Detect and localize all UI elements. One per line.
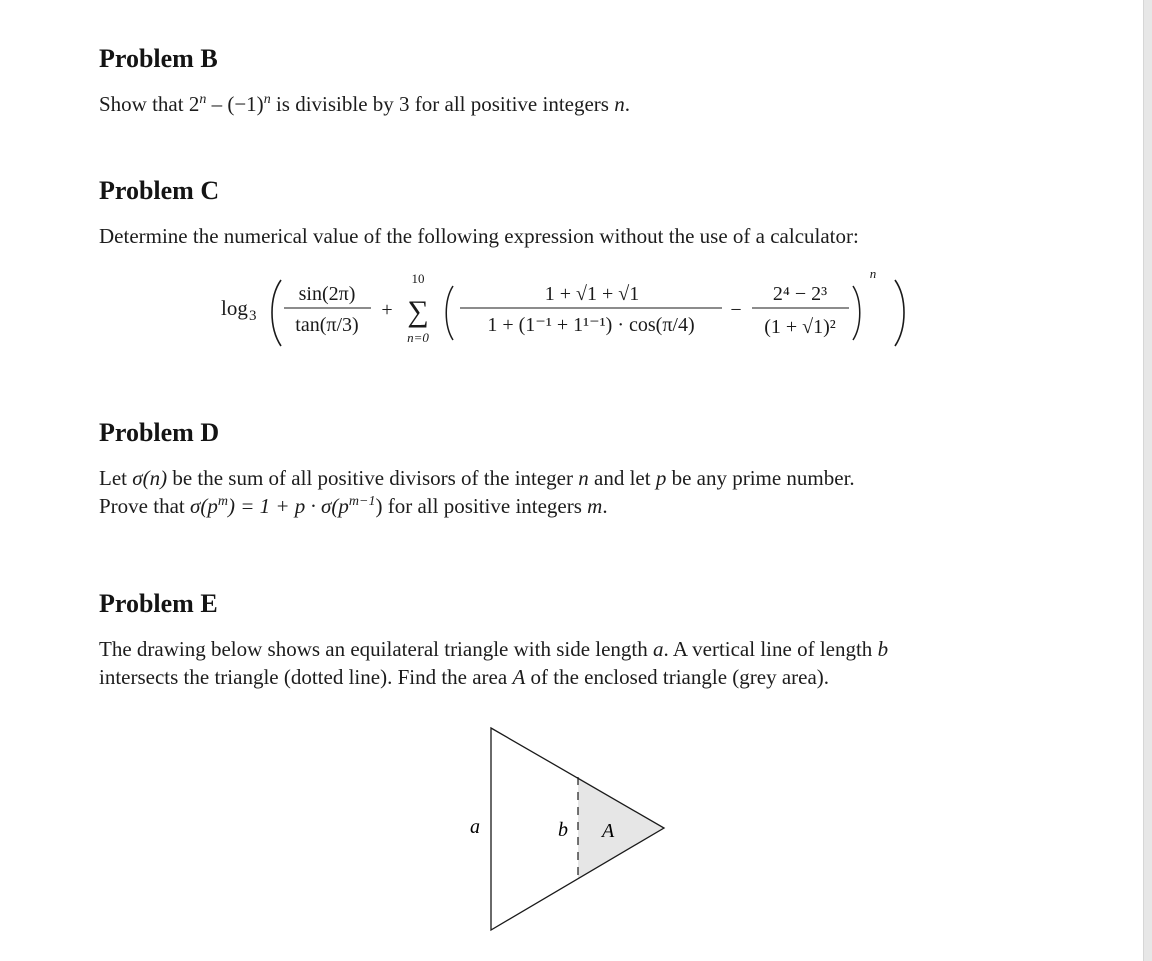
outer-right-paren [895, 280, 904, 346]
frac1-numerator: sin(2π) [298, 283, 356, 305]
enclosed-triangle-area [578, 777, 664, 879]
problem-d-line-2: Prove that $\sigma(p^m) = 1 + p \cdot \sigma(p^{m-1})$ for all positive integers m. [99, 494, 608, 518]
problem-c-statement: Determine the numerical value of the following expression without the use of a calculator: [99, 224, 859, 248]
problem-d-title: Problem D [99, 418, 220, 447]
outer-left-paren [272, 280, 281, 346]
triangle-figure [450, 720, 690, 940]
label-area-A: A [602, 820, 615, 842]
label-b: b [558, 819, 568, 841]
inner-right-paren [853, 286, 860, 340]
formula-svg [215, 262, 925, 362]
problem-c-formula [215, 262, 925, 362]
sum-sigma-icon: ∑ [407, 295, 429, 328]
problem-e-title: Problem E [99, 589, 218, 618]
frac1-denominator: tan(π/3) [295, 314, 359, 336]
plus-sign: + [381, 299, 393, 321]
problem-b-statement: Show that $2^n - (-1)^n$ is divisible by 3 for all positive integers n. [99, 92, 630, 116]
problem-b-title: Problem B [99, 44, 218, 73]
problem-d-line-1: Let σ(n) be the sum of all positive divisors of the integer n and let p be any prime number. [99, 466, 855, 490]
sum-upper-limit: 10 [411, 271, 425, 286]
inner-left-paren [446, 286, 453, 340]
frac2-numerator: 1 + √1 + √1 [544, 283, 640, 305]
problem-e-line-2: intersects the triangle (dotted line). Find the area A of the enclosed triangle (grey area). [99, 665, 830, 689]
problem-e-line-1: The drawing below shows an equilateral triangle with side length a. A vertical line of length b [99, 637, 889, 661]
label-a: a [470, 816, 480, 838]
log-label: log [221, 296, 248, 320]
outer-exponent: n [869, 266, 877, 281]
frac3-numerator: 2⁴ − 2³ [772, 283, 828, 305]
frac2-denominator: 1 + (1⁻¹ + 1¹⁻¹) · cos(π/4) [487, 314, 695, 336]
log-base: 3 [249, 308, 257, 324]
minus-sign: − [730, 299, 742, 321]
triangle-svg [450, 720, 690, 940]
problem-c-title: Problem C [99, 176, 220, 205]
scrollbar-track[interactable] [1143, 0, 1152, 961]
sum-lower-limit: n=0 [407, 330, 429, 345]
frac3-denominator: (1 + √1)² [764, 316, 836, 338]
